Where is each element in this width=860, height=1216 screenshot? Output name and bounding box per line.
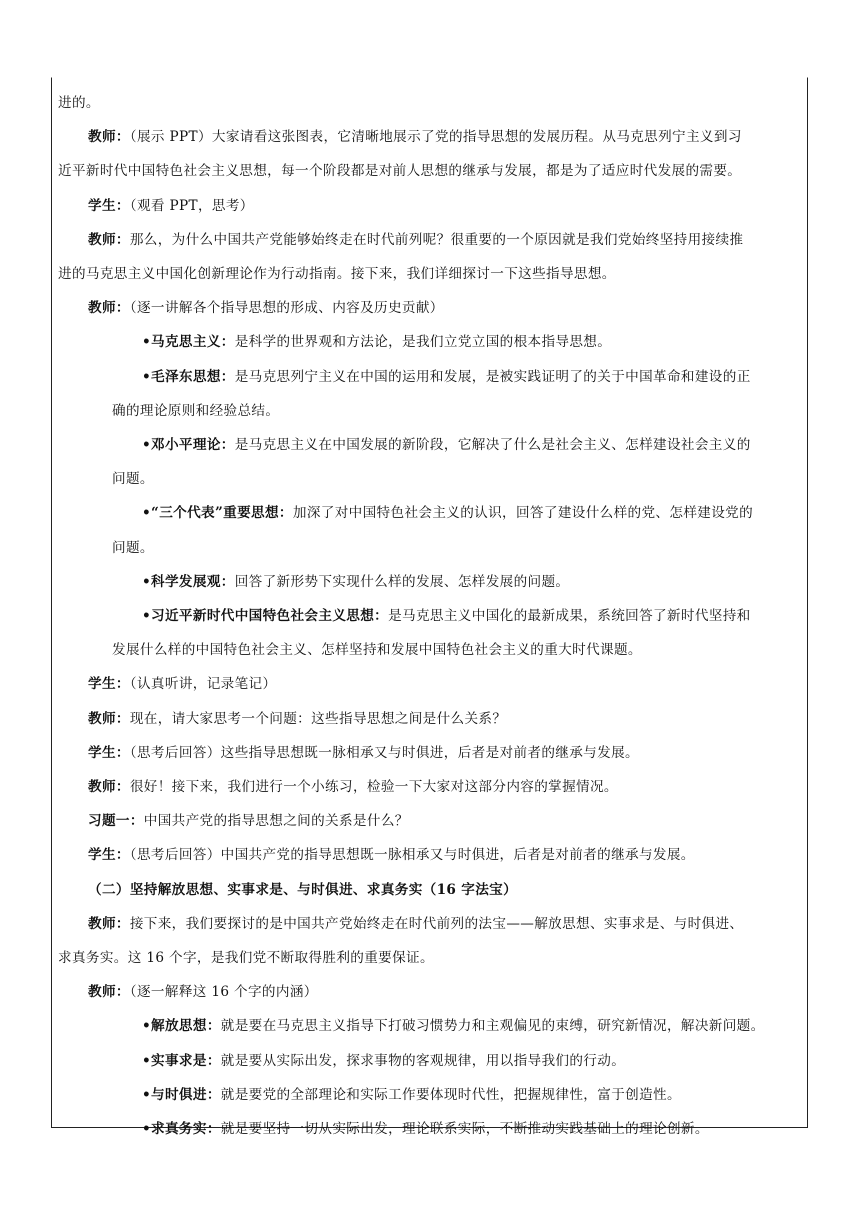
bold-label: 教师： bbox=[88, 710, 130, 727]
bold-label: 求真务实： bbox=[151, 1121, 221, 1138]
text-line bbox=[58, 291, 806, 325]
line-text: 是马克思列宁主义在中国的运用和发展，是被实践证明了的关于中国革命和建设的正 bbox=[234, 368, 751, 385]
line-text: 加深了对中国特色社会主义的认识，回答了建设什么样的党、怎样建设党的 bbox=[292, 505, 754, 522]
bold-label: 教师： bbox=[88, 129, 130, 146]
text-line bbox=[58, 975, 806, 1009]
line-text: 是马克思主义中国化的最新成果，系统回答了新时代坚持和 bbox=[388, 608, 751, 625]
text-line bbox=[58, 120, 806, 154]
bullet-icon: • bbox=[142, 573, 152, 590]
line-text: 就是要党的全部理论和实际工作要体现时代性，把握规律性，富于创造性。 bbox=[220, 1086, 681, 1103]
bold-label: 教师： bbox=[88, 231, 130, 248]
bold-label: 教师： bbox=[88, 984, 130, 1001]
bold-label: 邓小平理论： bbox=[151, 437, 235, 454]
bold-label: 教师： bbox=[88, 779, 130, 796]
bold-label: （二）坚持解放思想、实事求是、与时俱进、求真务实（16 字法宝） bbox=[88, 881, 518, 898]
bullet-line bbox=[58, 1044, 806, 1078]
lesson-content bbox=[58, 86, 806, 1146]
line-text: 就是要在马克思主义指导下打破习惯势力和主观偏见的束缚，研究新情况，解决新问题。 bbox=[220, 1018, 765, 1035]
bold-label: 习题一： bbox=[88, 813, 144, 830]
bullet-line bbox=[58, 599, 806, 633]
text-line bbox=[58, 667, 806, 701]
bullet-line bbox=[58, 325, 806, 359]
line-text: （展示 PPT）大家请看这张图表，它清晰地展示了党的指导思想的发展历程。从马克思列宁主义到习 bbox=[129, 129, 742, 146]
line-text: 问题。 bbox=[112, 471, 154, 488]
text-line bbox=[58, 189, 806, 223]
line-text: 确的理论原则和经验总结。 bbox=[112, 402, 280, 419]
text-line bbox=[58, 907, 806, 941]
bold-label: 学生： bbox=[88, 744, 130, 761]
line-text: 进的。 bbox=[58, 95, 100, 111]
text-line bbox=[58, 531, 806, 565]
line-text: 求真务实。这 16 个字，是我们党不断取得胜利的重要保证。 bbox=[58, 950, 434, 967]
bold-label: 学生： bbox=[88, 847, 130, 864]
bullet-line bbox=[58, 360, 806, 394]
bold-label: 毛泽东思想： bbox=[151, 368, 235, 385]
bullet-line bbox=[58, 496, 806, 530]
bold-label: 习近平新时代中国特色社会主义思想： bbox=[151, 608, 389, 625]
bold-label: 马克思主义： bbox=[151, 334, 235, 351]
text-line bbox=[58, 154, 806, 188]
bold-label: 教师： bbox=[88, 915, 130, 932]
line-text: 就是要坚持一切从实际出发，理论联系实际，不断推动实践基础上的理论创新。 bbox=[220, 1121, 709, 1138]
bold-label: 学生： bbox=[88, 197, 130, 214]
line-text: 中国共产党的指导思想之间的关系是什么？ bbox=[143, 813, 409, 830]
text-line bbox=[58, 257, 806, 291]
text-line bbox=[58, 633, 806, 667]
bold-label: 科学发展观： bbox=[151, 573, 235, 590]
section-heading bbox=[58, 873, 806, 907]
text-line bbox=[58, 838, 806, 872]
text-line bbox=[58, 736, 806, 770]
line-text: 是科学的世界观和方法论，是我们立党立国的根本指导思想。 bbox=[234, 334, 612, 351]
line-text: 就是要从实际出发，探求事物的客观规律，用以指导我们的行动。 bbox=[220, 1052, 626, 1069]
text-line bbox=[58, 804, 806, 838]
line-text: 接下来，我们要探讨的是中国共产党始终走在时代前列的法宝——解放思想、实事求是、与时俱进、 bbox=[129, 915, 744, 932]
line-text: （逐一讲解各个指导思想的形成、内容及历史贡献） bbox=[129, 300, 444, 317]
bullet-icon: • bbox=[142, 334, 152, 351]
line-text: 发展什么样的中国特色社会主义、怎样坚持和发展中国特色社会主义的重大时代课题。 bbox=[112, 642, 642, 659]
line-text: 近平新时代中国特色社会主义思想，每一个阶段都是对前人思想的继承与发展，都是为了适应时代发展的需要。 bbox=[58, 163, 742, 180]
bullet-icon: • bbox=[142, 1052, 152, 1069]
bullet-icon: • bbox=[142, 1018, 152, 1035]
bullet-icon: • bbox=[142, 1121, 152, 1138]
bullet-icon: • bbox=[142, 437, 152, 454]
text-line bbox=[58, 394, 806, 428]
bullet-icon: • bbox=[142, 368, 152, 385]
line-text: 回答了新形势下实现什么样的发展、怎样发展的问题。 bbox=[234, 573, 570, 590]
bullet-line bbox=[58, 428, 806, 462]
bullet-icon: • bbox=[142, 505, 152, 522]
bold-label: 学生： bbox=[88, 676, 130, 693]
text-line bbox=[58, 462, 806, 496]
bullet-line bbox=[58, 1112, 806, 1146]
text-line bbox=[58, 86, 806, 120]
bold-label: 教师： bbox=[88, 300, 130, 317]
line-text: 问题。 bbox=[112, 539, 154, 556]
bold-label: 解放思想： bbox=[151, 1018, 221, 1035]
line-text: （认真听讲，记录笔记） bbox=[129, 676, 277, 693]
line-text: 那么，为什么中国共产党能够始终走在时代前列呢？很重要的一个原因就是我们党始终坚持用接续推 bbox=[129, 231, 744, 248]
bold-label: 与时俱进： bbox=[151, 1086, 221, 1103]
line-text: （思考后回答）中国共产党的指导思想既一脉相承又与时俱进，后者是对前者的继承与发展。 bbox=[129, 847, 695, 864]
bullet-icon: • bbox=[142, 608, 152, 625]
bullet-icon: • bbox=[142, 1086, 152, 1103]
text-line bbox=[58, 223, 806, 257]
line-text: 进的马克思主义中国化创新理论作为行动指南。接下来，我们详细探讨一下这些指导思想。 bbox=[58, 266, 616, 283]
text-line bbox=[58, 770, 806, 804]
bullet-line bbox=[58, 1078, 806, 1112]
text-line bbox=[58, 702, 806, 736]
line-text: （观看 PPT，思考） bbox=[129, 197, 254, 214]
bold-label: “三个代表”重要思想： bbox=[151, 505, 293, 522]
line-text: （逐一解释这 16 个字的内涵） bbox=[129, 984, 318, 1001]
line-text: 很好！接下来，我们进行一个小练习，检验一下大家对这部分内容的掌握情况。 bbox=[129, 779, 618, 796]
bullet-line bbox=[58, 565, 806, 599]
bullet-line bbox=[58, 1009, 806, 1043]
text-line bbox=[58, 941, 806, 975]
bold-label: 实事求是： bbox=[151, 1052, 221, 1069]
line-text: （思考后回答）这些指导思想既一脉相承又与时俱进，后者是对前者的继承与发展。 bbox=[129, 744, 639, 761]
line-text: 是马克思主义在中国发展的新阶段，它解决了什么是社会主义、怎样建设社会主义的 bbox=[234, 437, 751, 454]
line-text: 现在，请大家思考一个问题：这些指导思想之间是什么关系？ bbox=[129, 710, 507, 727]
